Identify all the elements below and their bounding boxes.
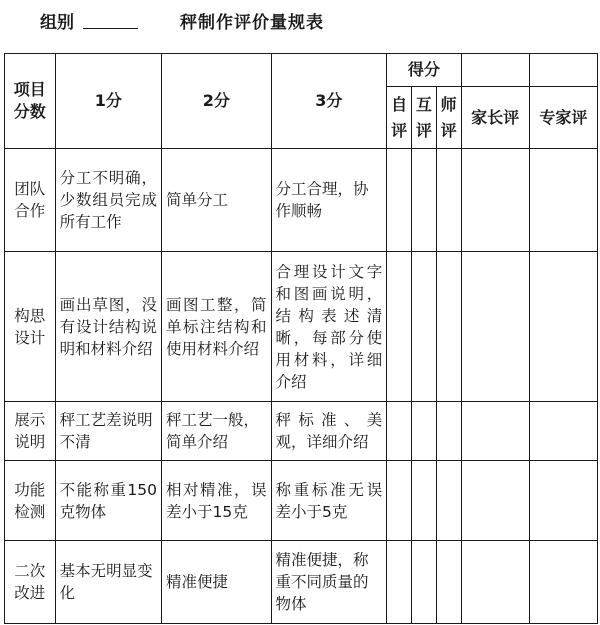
- table-row: [5, 461, 598, 541]
- row-item-label: 展示说明: [5, 402, 56, 461]
- score-input-cell[interactable]: [387, 402, 412, 461]
- score-input-cell[interactable]: [412, 461, 437, 541]
- table-row: [5, 252, 598, 402]
- score-input-cell[interactable]: [412, 541, 437, 624]
- score-input-cell[interactable]: [529, 149, 597, 252]
- score-input-cell[interactable]: [412, 149, 437, 252]
- score-input-cell[interactable]: [436, 402, 461, 461]
- header-blank-cell: [529, 54, 597, 87]
- criteria-cell: 分工不明确，少数组员完成所有工作: [55, 149, 161, 252]
- row-item-label: 功能检测: [5, 461, 56, 541]
- peer-eval-header: 互评: [412, 87, 437, 149]
- criteria-cell: 画图工整，简单标注结构和使用材料介绍: [162, 252, 272, 402]
- score-input-cell[interactable]: [436, 541, 461, 624]
- score-input-cell[interactable]: [387, 252, 412, 402]
- score-2-header: 2分: [162, 54, 272, 149]
- table-row: [5, 402, 598, 461]
- criteria-cell: 秤工艺一般，简单介绍: [162, 402, 272, 461]
- criteria-cell: 秤标准、美观，详细介绍: [271, 402, 387, 461]
- criteria-cell: 精准便捷: [162, 541, 272, 624]
- item-label: 项目: [13, 80, 46, 99]
- page-title: 秤制作评价量规表: [180, 13, 324, 33]
- criteria-cell: 不能称重150克物体: [55, 461, 161, 541]
- row-item-label: 二次改进: [5, 541, 56, 624]
- score-input-cell[interactable]: [529, 402, 597, 461]
- criteria-cell: 画出草图，没有设计结构说明和材料介绍: [55, 252, 161, 402]
- header-row-top: [5, 54, 598, 87]
- score-input-cell[interactable]: [461, 461, 529, 541]
- criteria-cell: 基本无明显变化: [55, 541, 161, 624]
- score-label: 分数: [13, 102, 46, 121]
- score-input-cell[interactable]: [461, 149, 529, 252]
- criteria-cell: 相对精准，误差小于15克: [162, 461, 272, 541]
- parent-eval-header: 家长评: [461, 87, 529, 149]
- criteria-cell: 分工合理，协作顺畅: [271, 149, 387, 252]
- item-score-header: [5, 54, 56, 149]
- rubric-table: [4, 53, 598, 624]
- score-input-cell[interactable]: [461, 252, 529, 402]
- score-input-cell[interactable]: [387, 541, 412, 624]
- header-blank-cell: [461, 54, 529, 87]
- criteria-cell: 合理设计文字和图画说明，结构表述清晰，每部分使用材料，详细介绍: [271, 252, 387, 402]
- row-item-label: 团队合作: [5, 149, 56, 252]
- teacher-eval-header: 师评: [436, 87, 461, 149]
- score-input-cell[interactable]: [529, 252, 597, 402]
- table-row: [5, 541, 598, 624]
- group-label: 组别: [40, 13, 74, 33]
- page-header: [0, 6, 600, 36]
- score-input-cell[interactable]: [436, 461, 461, 541]
- self-eval-header: 自评: [387, 87, 412, 149]
- score-1-header: 1分: [55, 54, 161, 149]
- score-input-cell[interactable]: [387, 149, 412, 252]
- score-input-cell[interactable]: [412, 252, 437, 402]
- criteria-cell: 秤工艺差说明不清: [55, 402, 161, 461]
- score-input-cell[interactable]: [529, 541, 597, 624]
- table-row: [5, 149, 598, 252]
- row-item-label: 构思设计: [5, 252, 56, 402]
- defen-header: 得分: [387, 54, 461, 87]
- group-blank-line: [83, 28, 138, 29]
- criteria-cell: 精准便捷，称重不同质量的物体: [271, 541, 387, 624]
- score-input-cell[interactable]: [529, 461, 597, 541]
- criteria-cell: 称重标准无误差小于5克: [271, 461, 387, 541]
- score-3-header: 3分: [271, 54, 387, 149]
- score-input-cell[interactable]: [461, 541, 529, 624]
- score-input-cell[interactable]: [387, 461, 412, 541]
- expert-eval-header: 专家评: [529, 87, 597, 149]
- score-input-cell[interactable]: [436, 149, 461, 252]
- score-input-cell[interactable]: [436, 252, 461, 402]
- score-input-cell[interactable]: [412, 402, 437, 461]
- score-input-cell[interactable]: [461, 402, 529, 461]
- criteria-cell: 简单分工: [162, 149, 272, 252]
